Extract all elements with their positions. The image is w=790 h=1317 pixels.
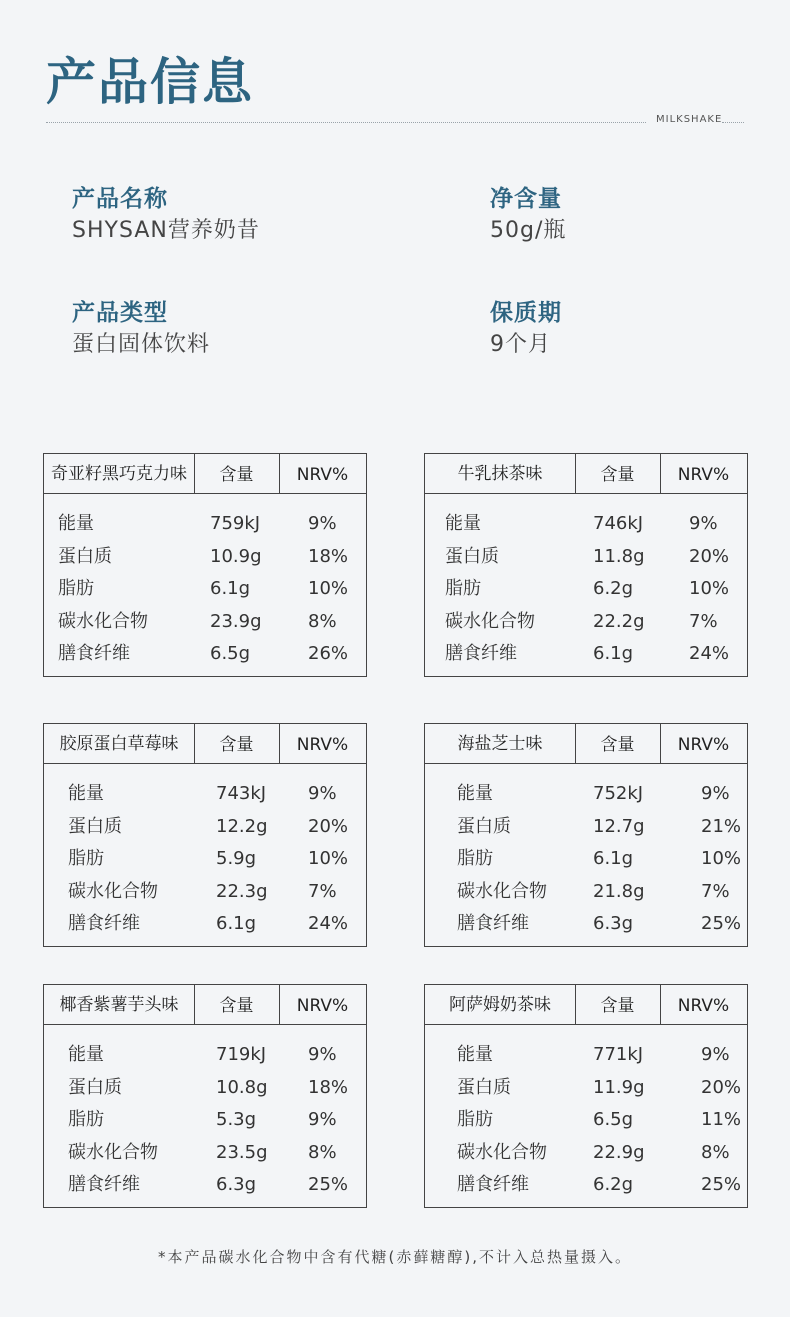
nutrient-name: 碳水化合物	[457, 1141, 547, 1163]
nutrition-card	[424, 723, 748, 947]
nutrient-name: 能量	[68, 783, 104, 804]
nutrient-name: 脂肪	[58, 578, 94, 599]
nutrient-nrv: 10%	[308, 578, 349, 599]
nutrient-nrv: 24%	[689, 643, 730, 664]
nutrient-name: 蛋白质	[68, 815, 122, 837]
amount-header: 含量	[575, 724, 661, 763]
nutrient-nrv: 26%	[308, 643, 349, 664]
table-row	[425, 1041, 747, 1069]
nutrient-amount: 22.3g	[216, 880, 268, 902]
nutrition-card	[43, 723, 367, 947]
nrv-header: NRV%	[296, 735, 349, 755]
nutrient-amount: 23.9g	[210, 610, 262, 632]
nutrition-card	[43, 453, 367, 677]
nutrient-amount: 11.8g	[593, 545, 645, 567]
nutrient-name: 膳食纤维	[457, 913, 529, 934]
table-row	[425, 608, 747, 636]
nutrient-name: 能量	[58, 513, 94, 534]
page-title: 产品信息	[46, 53, 254, 111]
nutrient-amount: 6.2g	[593, 578, 634, 599]
nutrient-nrv: 8%	[308, 1141, 337, 1163]
nutrient-nrv: 9%	[308, 783, 337, 804]
nutrient-nrv: 20%	[308, 815, 349, 837]
nrv-header: NRV%	[677, 465, 730, 485]
table-row	[425, 1139, 747, 1167]
nrv-header: NRV%	[296, 996, 349, 1016]
table-row	[44, 845, 366, 873]
nutrient-name: 脂肪	[68, 1109, 104, 1130]
table-row	[425, 845, 747, 873]
nutrient-nrv: 9%	[689, 513, 718, 534]
table-row	[44, 813, 366, 841]
nutrient-name: 能量	[457, 783, 493, 804]
nutrient-name: 蛋白质	[445, 545, 499, 567]
nutrient-amount: 21.8g	[593, 880, 645, 902]
nutrient-nrv: 24%	[308, 913, 349, 934]
dotted-divider	[46, 122, 646, 123]
nutrient-amount: 6.3g	[593, 913, 634, 934]
nutrient-nrv: 20%	[701, 1076, 742, 1098]
nutrient-name: 脂肪	[457, 1109, 493, 1130]
nutrient-amount: 12.2g	[216, 815, 268, 837]
nutrient-nrv: 10%	[689, 578, 730, 599]
nutrition-card	[43, 984, 367, 1208]
flavor-name: 阿萨姆奶茶味	[425, 985, 576, 1024]
nutrient-amount: 5.3g	[216, 1109, 257, 1130]
table-row	[44, 510, 366, 538]
nutrient-amount: 6.1g	[210, 578, 251, 599]
nutrient-nrv: 18%	[308, 545, 349, 567]
table-row	[425, 813, 747, 841]
nutrient-amount: 743kJ	[216, 783, 267, 804]
nutrient-amount: 771kJ	[593, 1044, 644, 1065]
amount-header: 含量	[575, 454, 661, 493]
card-header	[44, 454, 366, 494]
nutrient-name: 蛋白质	[58, 545, 112, 567]
table-row	[44, 1139, 366, 1167]
amount-header: 含量	[194, 454, 280, 493]
footnote: *本产品碳水化合物中含有代糖(赤藓糖醇),不计入总热量摄入。	[158, 1248, 632, 1266]
nutrient-nrv: 9%	[308, 513, 337, 534]
nutrient-nrv: 10%	[308, 848, 349, 869]
net-content-value: 50g/瓶	[490, 218, 567, 243]
card-header	[44, 724, 366, 764]
nutrient-name: 膳食纤维	[457, 1174, 529, 1195]
brand-tag: MILKSHAKE	[656, 114, 723, 125]
table-row	[44, 640, 366, 668]
nutrient-name: 碳水化合物	[58, 610, 148, 632]
nutrient-nrv: 8%	[701, 1141, 730, 1163]
nutrient-nrv: 8%	[308, 610, 337, 632]
nutrient-nrv: 21%	[701, 815, 742, 837]
nutrient-nrv: 7%	[689, 610, 718, 632]
nutrient-amount: 22.2g	[593, 610, 645, 632]
nutrient-name: 脂肪	[457, 848, 493, 869]
table-row	[44, 1106, 366, 1134]
table-row	[44, 780, 366, 808]
nutrient-name: 蛋白质	[68, 1076, 122, 1098]
nutrient-nrv: 9%	[308, 1044, 337, 1065]
amount-header: 含量	[194, 724, 280, 763]
flavor-name: 椰香紫薯芋头味	[44, 985, 195, 1024]
nutrient-amount: 10.9g	[210, 545, 262, 567]
nutrient-amount: 22.9g	[593, 1141, 645, 1163]
nrv-header: NRV%	[677, 735, 730, 755]
nutrient-nrv: 7%	[308, 880, 337, 902]
table-row	[44, 1171, 366, 1199]
table-row	[425, 575, 747, 603]
nutrient-amount: 23.5g	[216, 1141, 268, 1163]
nutrient-amount: 759kJ	[210, 513, 261, 534]
flavor-name: 牛乳抹茶味	[425, 454, 576, 493]
table-row	[44, 543, 366, 571]
card-header	[425, 724, 747, 764]
table-row	[425, 543, 747, 571]
table-row	[425, 878, 747, 906]
amount-header: 含量	[575, 985, 661, 1024]
nutrient-amount: 6.1g	[593, 848, 634, 869]
nutrient-name: 膳食纤维	[58, 643, 130, 664]
nutrient-name: 蛋白质	[457, 815, 511, 837]
nutrient-name: 膳食纤维	[68, 1174, 140, 1195]
table-row	[425, 910, 747, 938]
table-row	[425, 510, 747, 538]
nutrient-amount: 6.5g	[210, 643, 251, 664]
nutrient-amount: 752kJ	[593, 783, 644, 804]
table-row	[44, 910, 366, 938]
nutrient-name: 蛋白质	[457, 1076, 511, 1098]
table-row	[425, 640, 747, 668]
product-name-value: SHYSAN营养奶昔	[72, 218, 260, 243]
shelf-life-value: 9个月	[490, 332, 551, 357]
nutrient-amount: 5.9g	[216, 848, 257, 869]
nutrient-amount: 6.1g	[216, 913, 257, 934]
table-row	[44, 878, 366, 906]
product-type-value: 蛋白固体饮料	[72, 332, 211, 357]
table-row	[44, 1041, 366, 1069]
nutrient-name: 碳水化合物	[68, 880, 158, 902]
nutrient-name: 脂肪	[68, 848, 104, 869]
nutrient-name: 能量	[68, 1044, 104, 1065]
nutrient-amount: 719kJ	[216, 1044, 267, 1065]
nutrient-nrv: 10%	[701, 848, 742, 869]
table-row	[425, 1106, 747, 1134]
product-name-label: 产品名称	[72, 186, 168, 212]
nutrient-name: 碳水化合物	[457, 880, 547, 902]
nutrient-name: 碳水化合物	[445, 610, 535, 632]
flavor-name: 奇亚籽黑巧克力味	[44, 454, 195, 493]
dotted-divider-end	[722, 122, 744, 123]
nutrient-amount: 11.9g	[593, 1076, 645, 1098]
nutrition-card	[424, 453, 748, 677]
nrv-header: NRV%	[296, 465, 349, 485]
nutrient-nrv: 9%	[308, 1109, 337, 1130]
card-header	[425, 985, 747, 1025]
nutrient-amount: 12.7g	[593, 815, 645, 837]
flavor-name: 胶原蛋白草莓味	[44, 724, 195, 763]
card-header	[44, 985, 366, 1025]
nutrient-nrv: 25%	[701, 1174, 742, 1195]
nutrient-nrv: 11%	[701, 1109, 742, 1130]
nutrient-nrv: 9%	[701, 783, 730, 804]
nutrient-amount: 6.1g	[593, 643, 634, 664]
amount-header: 含量	[194, 985, 280, 1024]
nutrient-name: 膳食纤维	[445, 643, 517, 664]
table-row	[425, 1171, 747, 1199]
table-row	[44, 1074, 366, 1102]
nutrient-amount: 10.8g	[216, 1076, 268, 1098]
product-type-label: 产品类型	[72, 300, 168, 326]
flavor-name: 海盐芝士味	[425, 724, 576, 763]
nutrient-name: 脂肪	[445, 578, 481, 599]
nutrient-nrv: 7%	[701, 880, 730, 902]
nutrient-name: 能量	[445, 513, 481, 534]
nutrition-card	[424, 984, 748, 1208]
nrv-header: NRV%	[677, 996, 730, 1016]
nutrient-name: 碳水化合物	[68, 1141, 158, 1163]
nutrient-amount: 6.2g	[593, 1174, 634, 1195]
nutrient-name: 能量	[457, 1044, 493, 1065]
nutrient-name: 膳食纤维	[68, 913, 140, 934]
nutrient-nrv: 9%	[701, 1044, 730, 1065]
table-row	[44, 575, 366, 603]
nutrient-amount: 6.3g	[216, 1174, 257, 1195]
nutrient-nrv: 25%	[701, 913, 742, 934]
nutrient-nrv: 20%	[689, 545, 730, 567]
table-row	[425, 1074, 747, 1102]
nutrient-nrv: 18%	[308, 1076, 349, 1098]
net-content-label: 净含量	[490, 186, 562, 212]
nutrient-amount: 6.5g	[593, 1109, 634, 1130]
table-row	[425, 780, 747, 808]
shelf-life-label: 保质期	[490, 300, 562, 326]
nutrient-nrv: 25%	[308, 1174, 349, 1195]
card-header	[425, 454, 747, 494]
nutrient-amount: 746kJ	[593, 513, 644, 534]
table-row	[44, 608, 366, 636]
